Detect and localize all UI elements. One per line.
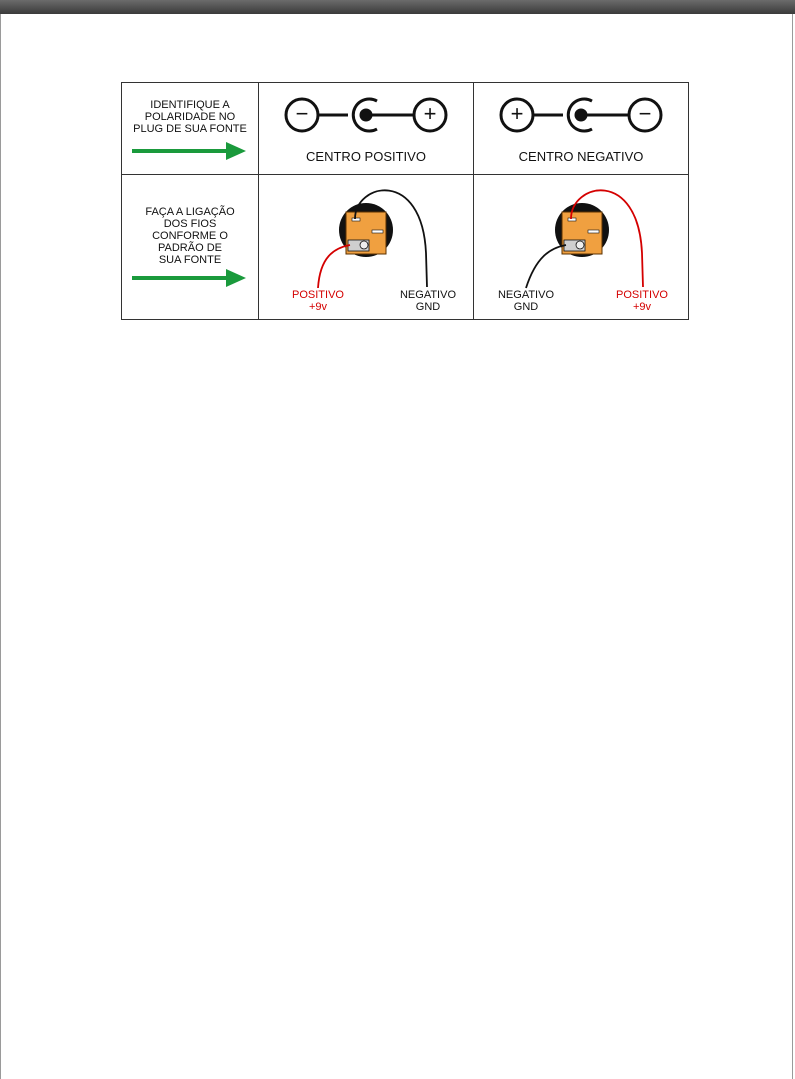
positive-wire	[318, 245, 350, 288]
instruction-line: CONFORME O	[152, 230, 228, 242]
instruction-line: IDENTIFIQUE A	[150, 99, 230, 111]
plus-sign: +	[423, 101, 437, 126]
label-positive	[602, 289, 682, 313]
instruction-line: POLARIDADE NO	[144, 111, 236, 123]
green-arrow-icon	[132, 269, 246, 287]
label-line: +9v	[632, 301, 652, 313]
label-positive	[278, 289, 358, 313]
instruction-line: DOS FIOS	[163, 218, 217, 230]
instruction-line: SUA FONTE	[158, 254, 222, 266]
caption-center-positive: CENTRO POSITIVO	[306, 149, 426, 164]
instruction-wiring	[122, 206, 258, 266]
instruction-line: PLUG DE SUA FONTE	[133, 123, 247, 135]
label-line: NEGATIVO	[399, 289, 457, 301]
caption-center-negative: CENTRO NEGATIVO	[518, 149, 644, 164]
instruction-identify	[122, 99, 258, 135]
jack-connector-positive	[339, 203, 393, 257]
label-negative	[388, 289, 468, 313]
label-line: +9v	[308, 301, 328, 313]
label-line: POSITIVO	[616, 289, 668, 301]
jack-connector-negative	[555, 203, 609, 257]
instruction-line: PADRÃO DE	[158, 242, 222, 254]
minus-sign: −	[295, 101, 309, 126]
plus-sign: +	[510, 101, 524, 126]
label-line: GND	[513, 301, 539, 313]
document-page	[0, 14, 793, 1079]
instruction-line: FAÇA A LIGAÇÃO	[145, 206, 235, 218]
polarity-diagram	[121, 82, 689, 320]
negative-wire	[526, 245, 566, 288]
label-line: NEGATIVO	[497, 289, 555, 301]
label-line: POSITIVO	[292, 289, 344, 301]
window-title-bar	[0, 0, 795, 14]
label-negative	[486, 289, 566, 313]
green-arrow-icon	[132, 142, 246, 160]
minus-sign: −	[638, 101, 652, 126]
label-line: GND	[415, 301, 441, 313]
